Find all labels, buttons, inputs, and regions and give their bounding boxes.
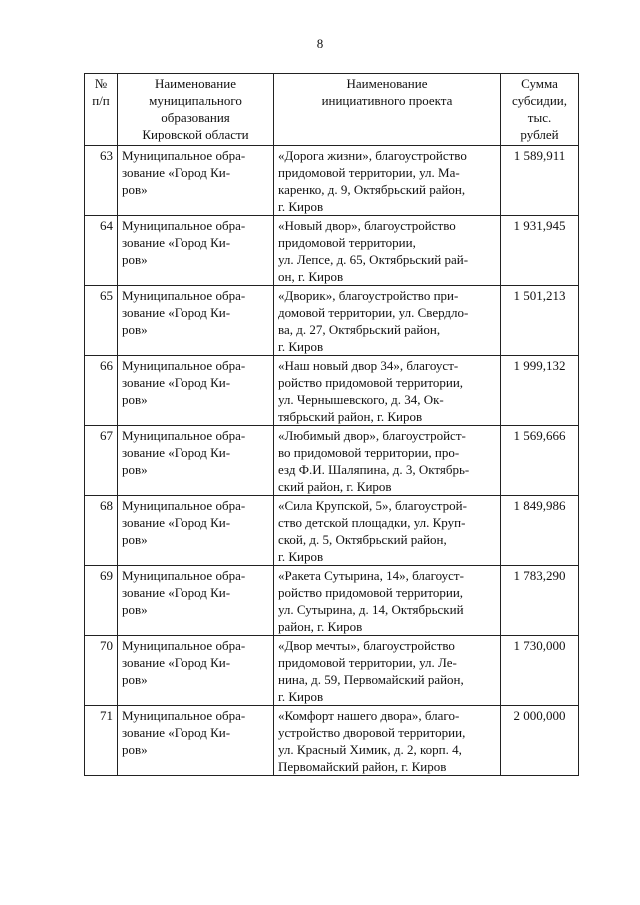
project-line: ул. Сутырина, д. 14, Октябрьский — [278, 602, 464, 617]
project-line: г. Киров — [278, 549, 324, 564]
row-number: 65 — [85, 286, 118, 356]
project-line: «Новый двор», благоустройство — [278, 218, 456, 233]
project-line: ройство придомовой территории, — [278, 585, 464, 600]
project-line: ул. Красный Химик, д. 2, корп. 4, — [278, 742, 462, 757]
row-municipality — [118, 216, 274, 286]
table-row — [85, 706, 579, 776]
municipality-line: Муниципальное обра- — [122, 568, 246, 583]
project-line: ул. Чернышевского, д. 34, Ок- — [278, 392, 444, 407]
row-municipality — [118, 426, 274, 496]
row-sum: 1 783,290 — [501, 566, 579, 636]
table-row — [85, 356, 579, 426]
project-line: домовой территории, ул. Свердло- — [278, 305, 469, 320]
row-number: 67 — [85, 426, 118, 496]
project-line: «Двор мечты», благоустройство — [278, 638, 455, 653]
row-number: 69 — [85, 566, 118, 636]
row-number: 71 — [85, 706, 118, 776]
municipality-line: зование «Город Ки- — [122, 725, 231, 740]
row-municipality — [118, 706, 274, 776]
municipality-line: зование «Город Ки- — [122, 445, 231, 460]
project-line: г. Киров — [278, 339, 324, 354]
row-number: 66 — [85, 356, 118, 426]
header-project: Наименование инициативного проекта — [274, 74, 501, 146]
row-number: 68 — [85, 496, 118, 566]
project-line: тябрьский район, г. Киров — [278, 409, 423, 424]
municipality-line: Муниципальное обра- — [122, 708, 246, 723]
municipality-line: зование «Город Ки- — [122, 165, 231, 180]
row-municipality — [118, 356, 274, 426]
municipality-line: ров» — [122, 252, 148, 267]
row-sum: 1 999,132 — [501, 356, 579, 426]
municipality-line: ров» — [122, 322, 148, 337]
row-number: 64 — [85, 216, 118, 286]
row-project — [274, 566, 501, 636]
row-project — [274, 216, 501, 286]
municipality-line: ров» — [122, 742, 148, 757]
row-project — [274, 146, 501, 216]
table-row — [85, 496, 579, 566]
row-sum: 1 569,666 — [501, 426, 579, 496]
project-line: придомовой территории, ул. Ле- — [278, 655, 457, 670]
row-sum: 1 931,945 — [501, 216, 579, 286]
row-sum: 1 589,911 — [501, 146, 579, 216]
row-project — [274, 636, 501, 706]
table-row — [85, 566, 579, 636]
municipality-line: зование «Город Ки- — [122, 585, 231, 600]
municipality-line: Муниципальное обра- — [122, 498, 246, 513]
municipality-line: ров» — [122, 392, 148, 407]
row-municipality — [118, 636, 274, 706]
municipality-line: Муниципальное обра- — [122, 148, 246, 163]
page-number: 8 — [316, 36, 324, 51]
table-row — [85, 216, 579, 286]
municipality-line: зование «Город Ки- — [122, 305, 231, 320]
row-sum: 1 501,213 — [501, 286, 579, 356]
project-line: придомовой территории, ул. Ма- — [278, 165, 460, 180]
row-project — [274, 426, 501, 496]
header-number: № п/п — [85, 74, 118, 146]
municipality-line: Муниципальное обра- — [122, 428, 246, 443]
project-line: «Любимый двор», благоустройст- — [278, 428, 466, 443]
project-line: «Дорога жизни», благоустройство — [278, 148, 467, 163]
row-municipality — [118, 496, 274, 566]
project-line: ройство придомовой территории, — [278, 375, 464, 390]
municipality-line: ров» — [122, 602, 148, 617]
municipality-line: Муниципальное обра- — [122, 218, 246, 233]
header-sum: Сумма субсидии, тыс. рублей — [501, 74, 579, 146]
project-line: во придомовой территории, про- — [278, 445, 460, 460]
row-municipality — [118, 146, 274, 216]
project-line: езд Ф.И. Шаляпина, д. 3, Октябрь- — [278, 462, 470, 477]
row-municipality — [118, 286, 274, 356]
project-line: «Ракета Сутырина, 14», благоуст- — [278, 568, 464, 583]
project-line: г. Киров — [278, 689, 324, 704]
project-line: «Комфорт нашего двора», благо- — [278, 708, 460, 723]
municipality-line: Муниципальное обра- — [122, 638, 246, 653]
municipality-line: зование «Город Ки- — [122, 235, 231, 250]
row-project — [274, 496, 501, 566]
municipality-line: зование «Город Ки- — [122, 515, 231, 530]
project-line: ва, д. 27, Октябрьский район, — [278, 322, 441, 337]
municipality-line: ров» — [122, 672, 148, 687]
table-header-row — [85, 74, 579, 146]
municipality-line: ров» — [122, 532, 148, 547]
project-line: «Сила Крупской, 5», благоустрой- — [278, 498, 467, 513]
project-line: ский район, г. Киров — [278, 479, 392, 494]
project-line: нина, д. 59, Первомайский район, — [278, 672, 464, 687]
municipality-line: зование «Город Ки- — [122, 375, 231, 390]
table-row — [85, 146, 579, 216]
row-project — [274, 286, 501, 356]
project-line: ской, д. 5, Октябрьский район, — [278, 532, 447, 547]
municipality-line: ров» — [122, 182, 148, 197]
table-row — [85, 426, 579, 496]
row-project — [274, 706, 501, 776]
row-sum: 2 000,000 — [501, 706, 579, 776]
table-row — [85, 286, 579, 356]
municipality-line: ров» — [122, 462, 148, 477]
row-municipality — [118, 566, 274, 636]
subsidy-table — [84, 73, 579, 776]
municipality-line: Муниципальное обра- — [122, 358, 246, 373]
row-number: 63 — [85, 146, 118, 216]
project-line: он, г. Киров — [278, 269, 344, 284]
project-line: г. Киров — [278, 199, 324, 214]
project-line: Первомайский район, г. Киров — [278, 759, 447, 774]
project-line: каренко, д. 9, Октябрьский район, — [278, 182, 466, 197]
project-line: «Наш новый двор 34», благоуст- — [278, 358, 459, 373]
project-line: «Дворик», благоустройство при- — [278, 288, 459, 303]
municipality-line: Муниципальное обра- — [122, 288, 246, 303]
project-line: придомовой территории, — [278, 235, 416, 250]
project-line: район, г. Киров — [278, 619, 363, 634]
row-number: 70 — [85, 636, 118, 706]
project-line: устройство дворовой территории, — [278, 725, 466, 740]
project-line: ул. Лепсе, д. 65, Октябрьский рай- — [278, 252, 469, 267]
row-sum: 1 849,986 — [501, 496, 579, 566]
header-municipality: Наименование муниципального образования Кировской области — [118, 74, 274, 146]
row-project — [274, 356, 501, 426]
municipality-line: зование «Город Ки- — [122, 655, 231, 670]
row-sum: 1 730,000 — [501, 636, 579, 706]
table-row — [85, 636, 579, 706]
project-line: ство детской площадки, ул. Круп- — [278, 515, 466, 530]
